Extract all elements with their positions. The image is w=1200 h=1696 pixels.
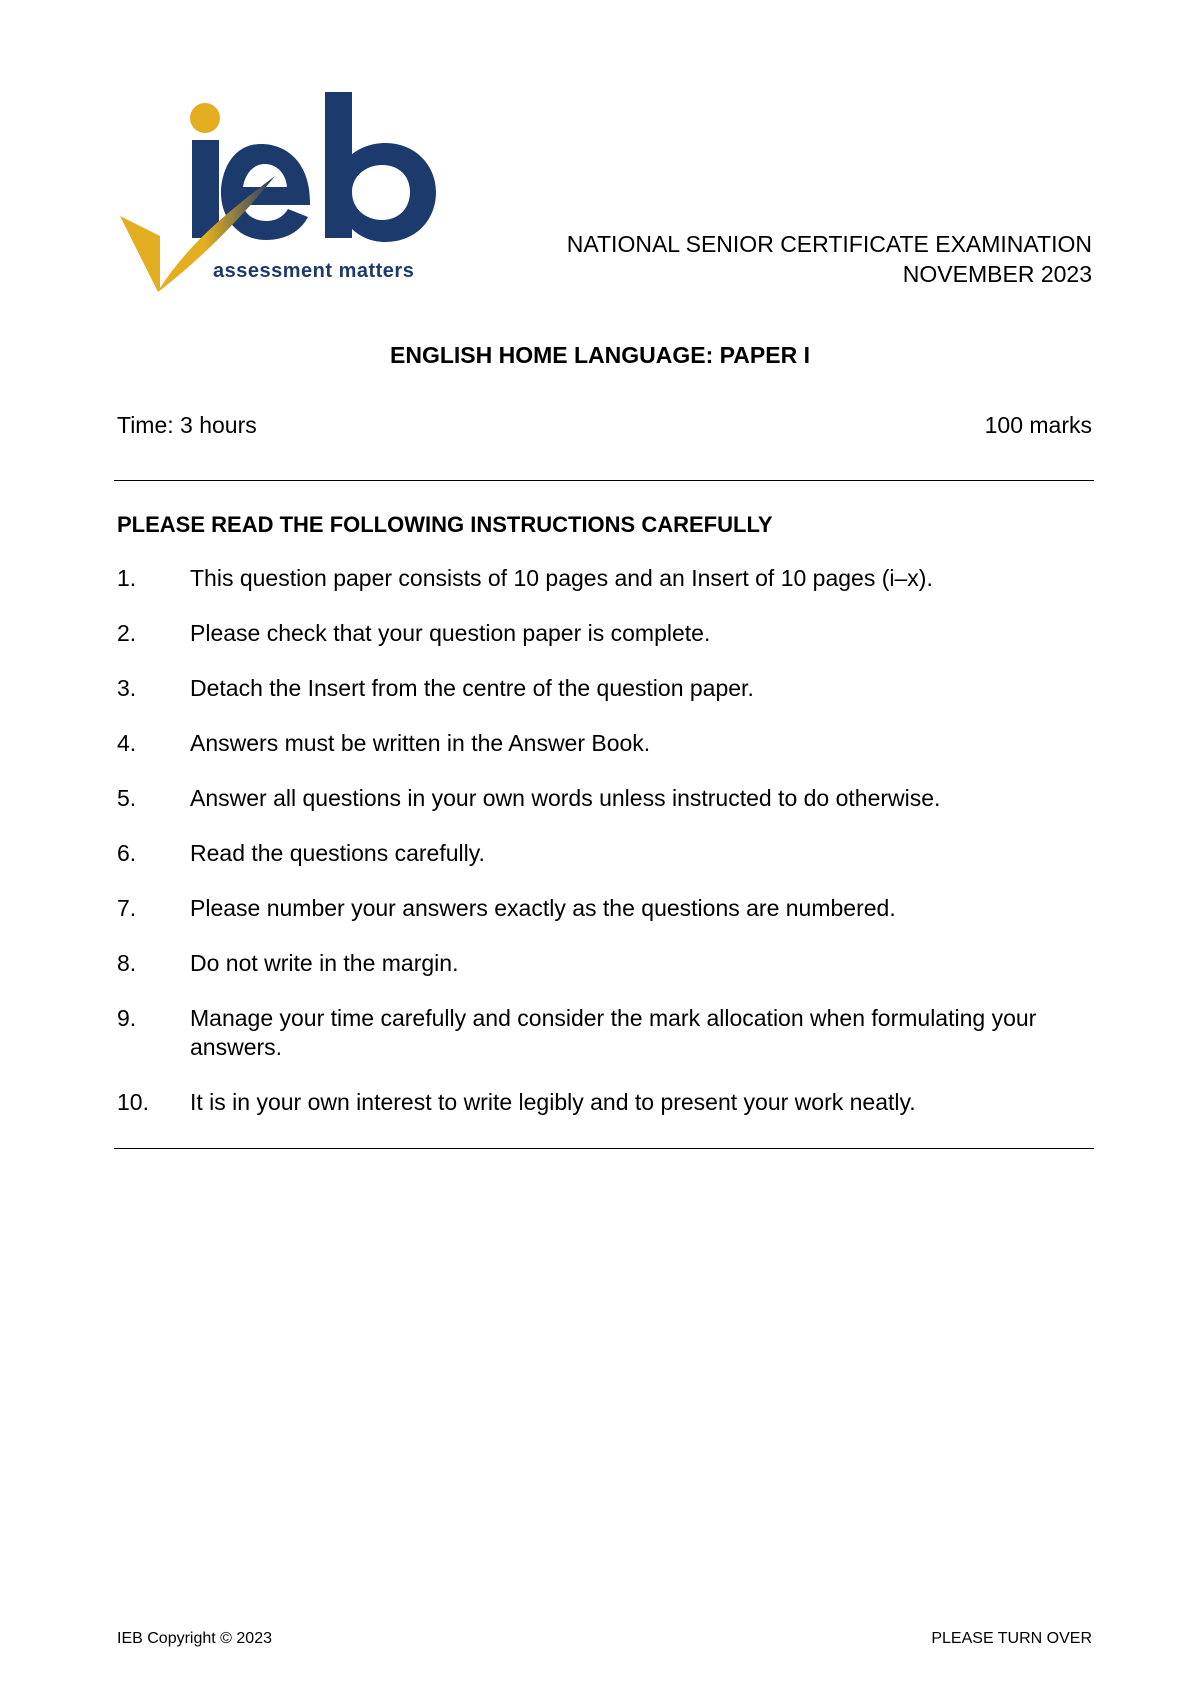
instructions-heading: PLEASE READ THE FOLLOWING INSTRUCTIONS CAREFULLY — [117, 512, 773, 537]
instruction-text: Answer all questions in your own words unless instructed to do otherwise. — [190, 785, 941, 811]
time-allowed: Time: 3 hours — [117, 412, 257, 438]
instructions-list — [117, 564, 1092, 1143]
instruction-text: Please number your answers exactly as the questions are numbered. — [190, 895, 896, 921]
footer-copyright: IEB Copyright © 2023 — [117, 1630, 272, 1647]
instruction-number: 5. — [117, 785, 137, 811]
ieb-logo-mark — [120, 92, 460, 317]
exam-date: NOVEMBER 2023 — [902, 261, 1092, 287]
instruction-number: 9. — [117, 1005, 137, 1031]
instruction-item — [117, 894, 1092, 923]
instruction-text: Do not write in the margin. — [190, 950, 459, 976]
instruction-text: Read the questions carefully. — [190, 840, 485, 866]
instruction-item — [117, 784, 1092, 813]
instruction-item — [117, 729, 1092, 758]
logo-tagline: assessment matters — [213, 260, 415, 282]
instruction-number: 3. — [117, 675, 137, 701]
instruction-text: This question paper consists of 10 pages and an Insert of 10 pages (i–x). — [190, 565, 933, 591]
instruction-text: Manage your time carefully and consider the mark allocation when formulating your answers. — [190, 1005, 1037, 1060]
ieb-logo — [120, 92, 460, 317]
instruction-item — [117, 619, 1092, 648]
instruction-text: Please check that your question paper is complete. — [190, 620, 711, 646]
instruction-item — [117, 949, 1092, 978]
instruction-number: 6. — [117, 840, 137, 866]
instruction-item — [117, 1088, 1092, 1117]
divider-top — [114, 480, 1094, 481]
exam-title: NATIONAL SENIOR CERTIFICATE EXAMINATION — [566, 231, 1092, 257]
divider-bottom — [114, 1148, 1094, 1149]
instruction-item — [117, 564, 1092, 593]
paper-title: ENGLISH HOME LANGUAGE: PAPER I — [390, 342, 810, 368]
instruction-number: 4. — [117, 730, 137, 756]
instruction-number: 10. — [117, 1089, 149, 1115]
exam-header — [567, 229, 1092, 289]
instruction-number: 1. — [117, 565, 137, 591]
instruction-number: 7. — [117, 895, 137, 921]
instruction-item — [117, 1004, 1092, 1062]
instruction-text: It is in your own interest to write legibly and to present your work neatly. — [190, 1089, 916, 1115]
footer-turn-over: PLEASE TURN OVER — [931, 1630, 1092, 1647]
instruction-text: Answers must be written in the Answer Book. — [190, 730, 651, 756]
instruction-number: 2. — [117, 620, 137, 646]
total-marks: 100 marks — [984, 412, 1092, 438]
instruction-item — [117, 674, 1092, 703]
instruction-number: 8. — [117, 950, 137, 976]
instruction-item — [117, 839, 1092, 868]
instruction-text: Detach the Insert from the centre of the question paper. — [190, 675, 754, 701]
